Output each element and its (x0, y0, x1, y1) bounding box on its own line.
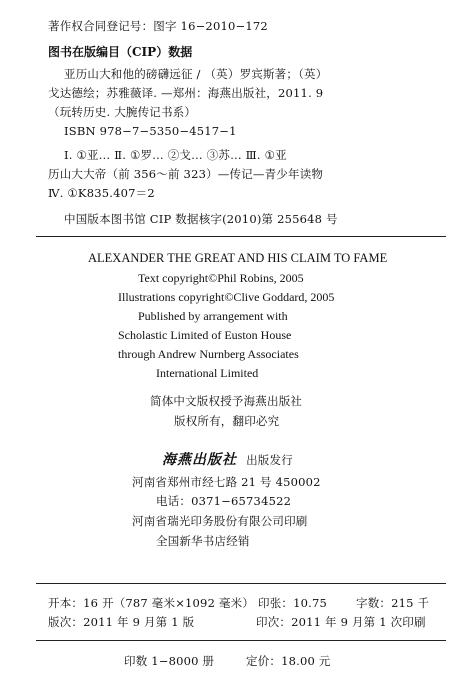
rights-statement: 简体中文版权授予海燕出版社 (150, 394, 303, 408)
contract-registration-number: 著作权合同登记号：图字 16−2010−172 (48, 19, 268, 33)
distributor: 全国新华书店经销 (156, 534, 250, 548)
publisher-line (162, 451, 293, 467)
printing-info: 印次：2011 年 9 月第 1 次印刷 (256, 615, 426, 629)
cip-line: 亚历山大和他的磅礴远征 / （英）罗宾斯著；（英） (64, 67, 328, 81)
publisher-suffix: 出版发行 (246, 453, 293, 467)
english-line: Scholastic Limited of Euston House (118, 328, 292, 342)
english-line: Illustrations copyright©Clive Goddard, 2005 (118, 290, 335, 304)
divider-rule (36, 583, 446, 584)
cip-isbn: ISBN 978−7−5350−4517−1 (64, 124, 237, 138)
english-title: ALEXANDER THE GREAT AND HIS CLAIM TO FAME (88, 251, 388, 265)
format-spec: 开本：16 开（787 毫米×1092 毫米） (48, 596, 255, 610)
print-run: 印数 1−8000 册 (124, 654, 215, 668)
english-line: International Limited (156, 366, 259, 380)
cip-line: Ⅳ. ①K835.407＝2 (48, 186, 155, 200)
word-count: 字数：215 千 (356, 596, 430, 610)
cip-line: Ⅰ. ①亚… Ⅱ. ①罗… ②戈… ③苏… Ⅲ. ①亚 (64, 148, 287, 162)
printed-sheets: 印张：10.75 (258, 596, 328, 610)
english-line: Text copyright©Phil Robins, 2005 (138, 271, 304, 285)
publisher-logo-text: 海燕出版社 (162, 452, 237, 468)
cip-line: 历山大大帝（前 356～前 323）—传记—青少年读物 (48, 167, 324, 181)
divider-rule (36, 640, 446, 641)
rights-reserved: 版权所有，翻印必究 (174, 414, 280, 428)
price: 定价：18.00 元 (246, 654, 331, 668)
printer-name: 河南省瑞光印务股份有限公司印刷 (132, 514, 308, 528)
publisher-phone: 电话：0371−65734522 (156, 494, 292, 508)
cip-line: （玩转历史. 大腕传记书系） (48, 105, 197, 119)
publisher-address: 河南省郑州市经七路 21 号 450002 (132, 475, 321, 489)
english-line: through Andrew Nurnberg Associates (118, 347, 299, 361)
cip-core-data-number: 中国版本图书馆 CIP 数据核字(2010)第 255648 号 (64, 212, 338, 226)
english-line: Published by arrangement with (138, 309, 288, 323)
divider-rule (36, 236, 446, 237)
cip-line: 戈达德绘；苏雅薇译. —郑州：海燕出版社，2011. 9 (48, 86, 324, 100)
edition-info: 版次：2011 年 9 月第 1 版 (48, 615, 195, 629)
cip-heading: 图书在版编目（CIP）数据 (48, 45, 193, 59)
